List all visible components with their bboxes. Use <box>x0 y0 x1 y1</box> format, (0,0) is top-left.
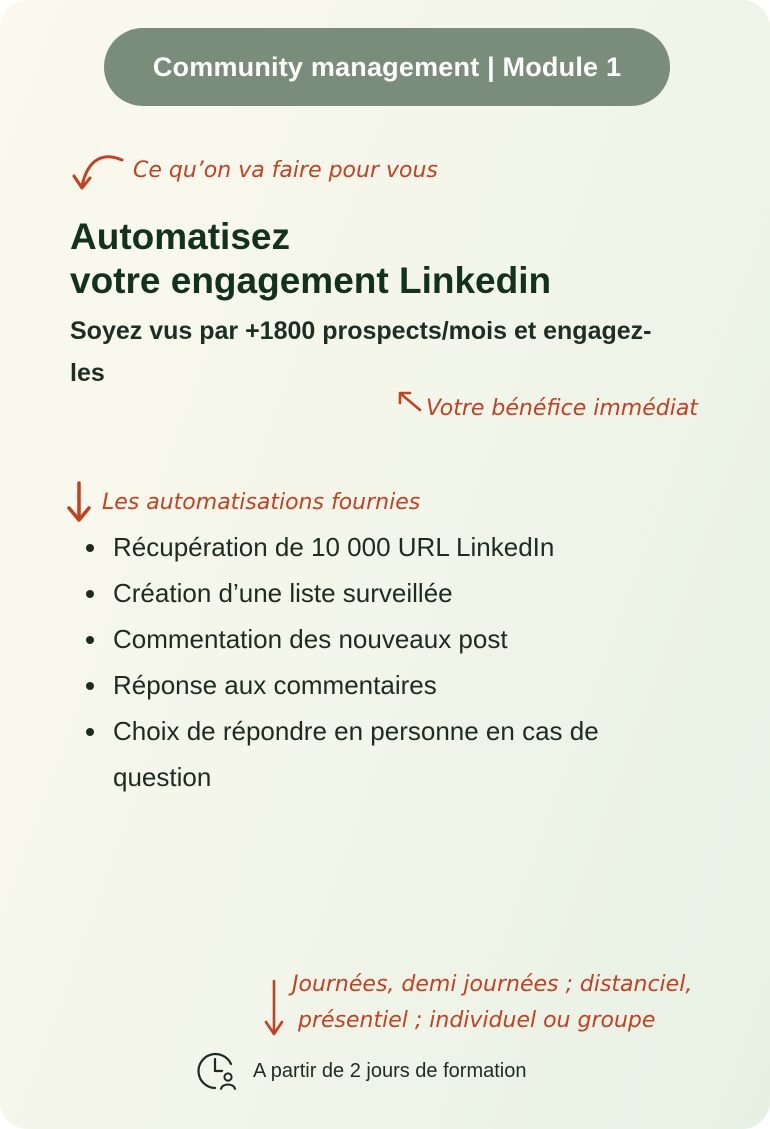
annotation-format-line-1: Journées, demi journées ; distanciel, <box>292 972 693 997</box>
duration-text: A partir de 2 jours de formation <box>253 1059 527 1082</box>
list-item: Récupération de 10 000 URL LinkedIn <box>70 524 690 570</box>
annotation-benefit: Votre bénéfice immédiat <box>426 396 698 421</box>
curved-arrow-icon <box>70 152 126 194</box>
clock-user-icon <box>195 1050 239 1092</box>
subtitle: Soyez vus par +1800 prospects/mois et engagez-les <box>70 317 652 387</box>
annotation-top: Ce qu’on va faire pour vous <box>133 158 438 183</box>
arrow-up-left-icon <box>396 390 424 414</box>
list-item: Création d’une liste surveillée <box>70 570 690 616</box>
module-badge-label: Community management | Module 1 <box>152 51 622 82</box>
annotation-format-line-2: présentiel ; individuel ou groupe <box>298 1008 656 1033</box>
title-line-2: votre engagement Linkedin <box>70 260 552 301</box>
arrow-down-icon <box>66 480 92 524</box>
list-item: Commentation des nouveaux post <box>70 616 690 662</box>
title-line-1: Automatisez <box>70 216 290 257</box>
module-badge <box>104 28 670 106</box>
duration-info <box>195 1050 526 1092</box>
page-title <box>70 215 551 303</box>
arrow-down-thin-icon <box>262 978 286 1038</box>
list-item: Réponse aux commentaires <box>70 662 690 708</box>
annotation-automations: Les automatisations fournies <box>102 490 421 515</box>
list-item: Choix de répondre en personne en cas de question <box>70 708 690 800</box>
automation-list <box>70 524 690 800</box>
